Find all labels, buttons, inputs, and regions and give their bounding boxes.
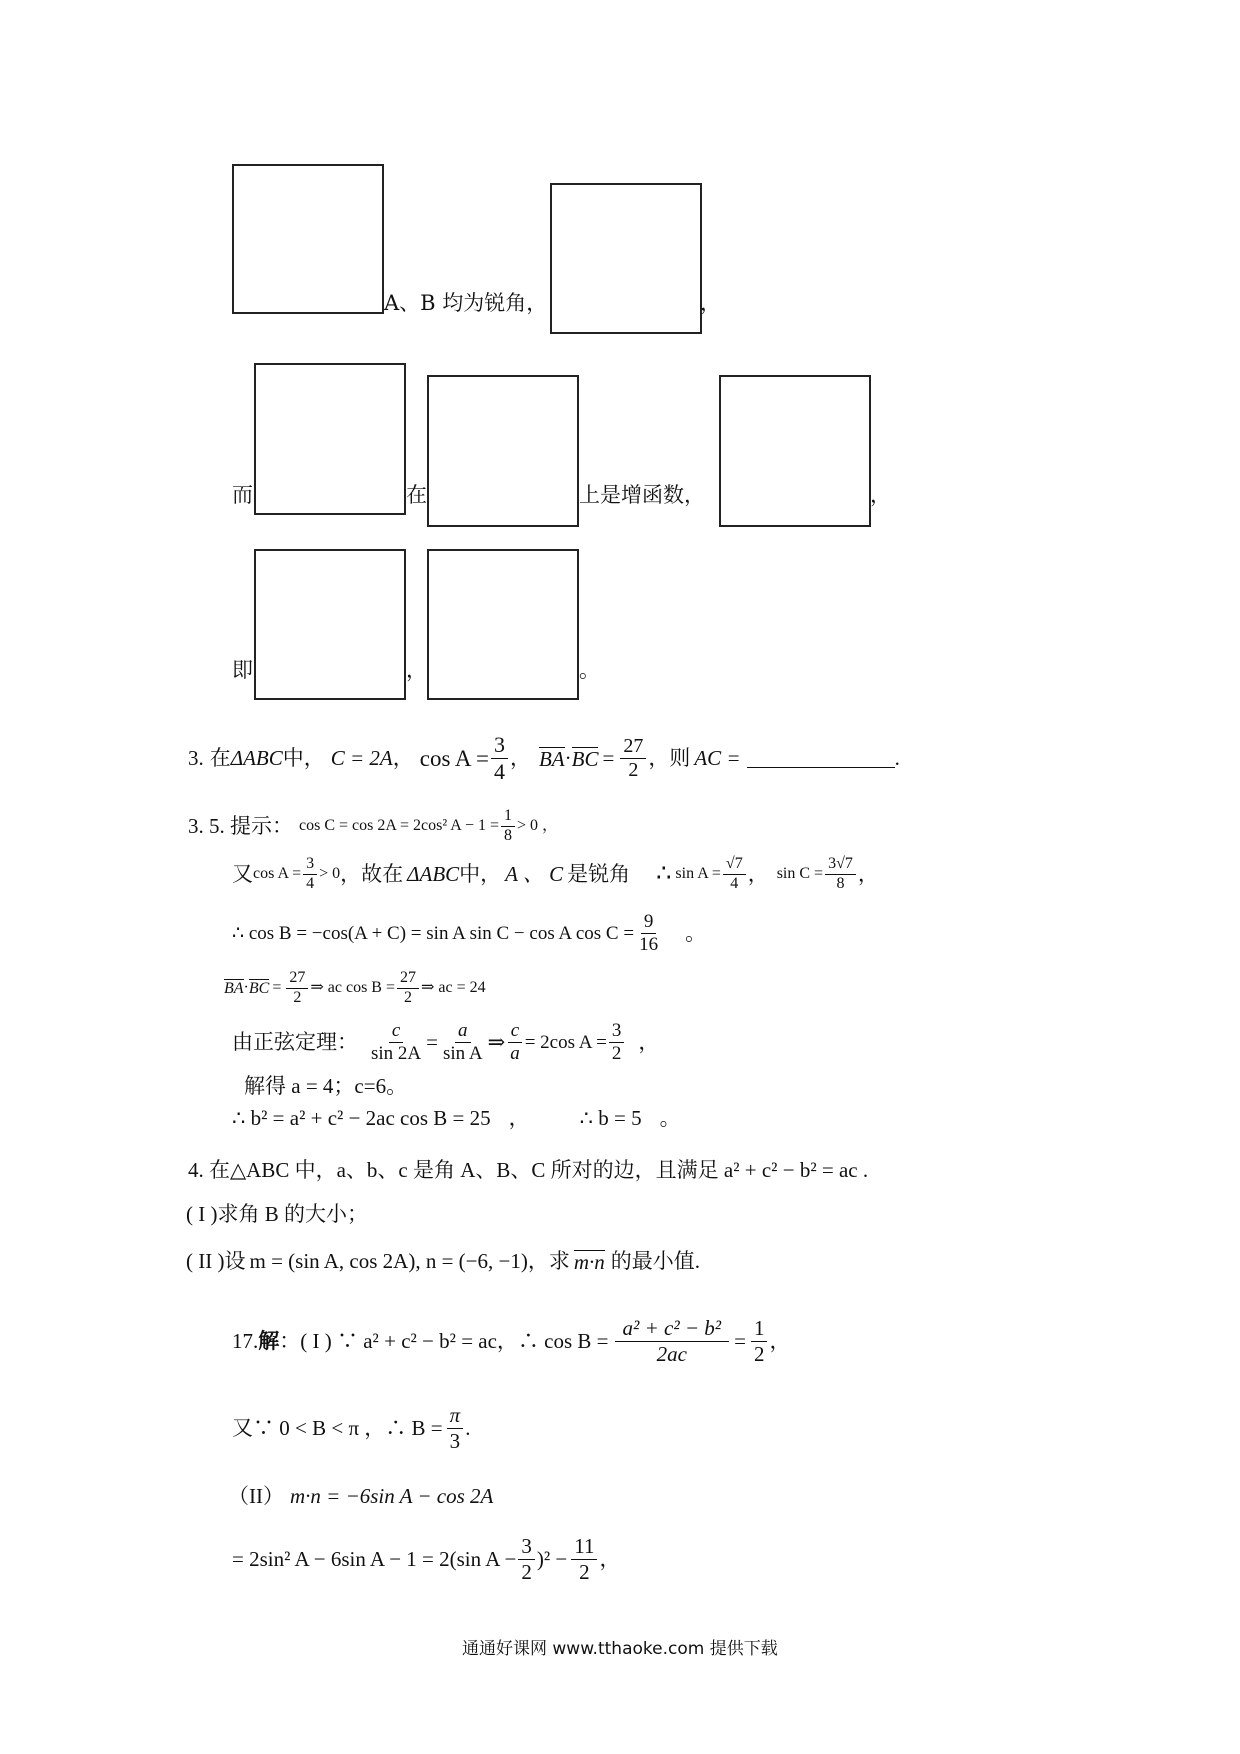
- solution-3-line-1: [188, 804, 558, 848]
- solution-17-line-3: [228, 1486, 493, 1507]
- formula-image-placeholder: [427, 375, 579, 527]
- fraction: [507, 1021, 523, 1064]
- question-part: ( I )求角 B 的大小；: [186, 1202, 368, 1226]
- fraction-denominator: 2: [404, 988, 412, 1006]
- formula: = 2sin² A − 6sin A − 1 = 2(sin A −: [232, 1546, 517, 1571]
- fraction-denominator: 16: [639, 933, 659, 955]
- dot: ·: [243, 979, 249, 996]
- fraction: [303, 856, 317, 893]
- solution-17-line-1: [232, 1312, 790, 1370]
- question-3: [188, 730, 900, 786]
- fraction-numerator: 27: [286, 970, 308, 989]
- text: 。: [685, 920, 707, 945]
- formula: ：( I ) ∵ a² + c² − b² = ac，∴ cos B =: [279, 1328, 609, 1353]
- vector-product: m·n: [573, 1250, 605, 1274]
- fraction-numerator: 3√7: [825, 856, 856, 875]
- fraction: [615, 1317, 730, 1365]
- letters: A 、 C: [505, 861, 564, 886]
- formula: ⇒ ac = 24: [421, 979, 486, 996]
- text: 的最小值.: [610, 1249, 701, 1273]
- text: 又: [232, 861, 253, 886]
- fraction-numerator: 11: [571, 1535, 597, 1559]
- text-fragment: A、B 均为锐角，: [384, 291, 548, 315]
- part-label: （II）: [228, 1484, 284, 1508]
- formula: > 0 ，: [517, 817, 559, 834]
- fraction-numerator: π: [447, 1404, 464, 1428]
- fraction: [397, 970, 419, 1007]
- fraction-denominator: 2ac: [656, 1342, 687, 1366]
- fraction-denominator: 2: [611, 1042, 622, 1064]
- fraction-numerator: 27: [397, 970, 419, 989]
- text-fragment: 而: [232, 483, 253, 507]
- solution-label: 3. 5. 提示：: [188, 813, 293, 838]
- question-4-part-1: [186, 1204, 368, 1225]
- text: 在: [209, 745, 231, 770]
- text-fragment: 。: [579, 658, 600, 682]
- fraction: [368, 1021, 424, 1064]
- text: ，: [392, 745, 414, 770]
- text: ，: [638, 1029, 660, 1054]
- text-fragment: 在: [406, 483, 427, 507]
- fraction: [571, 1535, 597, 1582]
- formula: cos A =: [419, 745, 489, 771]
- text: 是锐角: [567, 861, 631, 886]
- vector-ba: BA: [538, 746, 565, 771]
- formula: = 2cos A =: [524, 1031, 607, 1053]
- formula-image-placeholder: [254, 363, 406, 515]
- formula: ∴ cos B = −cos(A + C) = sin A sin C − cos A cos C =: [232, 922, 635, 944]
- formula-image-placeholder: [427, 549, 579, 700]
- fraction-numerator: 9: [641, 912, 657, 934]
- formula-image-placeholder: [254, 549, 406, 700]
- fraction-numerator: a: [455, 1021, 471, 1043]
- text: ，: [599, 1546, 621, 1571]
- fraction: [723, 856, 746, 893]
- text: 。: [659, 1106, 681, 1130]
- solution-3-line-5: [232, 1016, 659, 1068]
- text: 中，: [459, 861, 502, 886]
- fraction-numerator: 3: [518, 1535, 535, 1559]
- equals: =: [734, 1328, 746, 1353]
- fraction: [501, 808, 515, 845]
- fraction-denominator: 2: [628, 758, 639, 781]
- text: ，故在: [340, 861, 404, 886]
- page-footer: 通通好课网 www.tthaoke.com 提供下载: [462, 1639, 778, 1659]
- formula-image-placeholder: [232, 164, 384, 314]
- fraction-numerator: 1: [501, 808, 515, 827]
- formula-image-placeholder: [719, 375, 871, 527]
- question-number: 3.: [188, 745, 204, 770]
- fraction: [825, 856, 856, 893]
- fraction-denominator: a: [510, 1042, 520, 1064]
- text: ，: [769, 1328, 791, 1353]
- fraction-denominator: sin A: [443, 1042, 483, 1064]
- fraction-denominator: 2: [753, 1341, 765, 1366]
- formula: ⇒ ac cos B =: [310, 979, 395, 996]
- solution-3-line-2: [232, 850, 879, 898]
- fraction-denominator: 4: [493, 758, 505, 784]
- fraction-denominator: 2: [521, 1559, 532, 1584]
- fraction-denominator: 2: [579, 1559, 590, 1584]
- formula: cos A =: [253, 865, 302, 882]
- solution-3-line-4: [224, 964, 486, 1012]
- fraction: [609, 1021, 625, 1064]
- text: ，: [857, 861, 879, 886]
- text: ( II )设: [186, 1249, 246, 1273]
- solution-label: 解: [258, 1328, 280, 1353]
- solution-3-line-6: [244, 1076, 407, 1097]
- fraction-numerator: a² + c² − b²: [615, 1317, 730, 1342]
- fraction: [491, 733, 508, 782]
- formula: )² −: [536, 1546, 568, 1571]
- therefore-symbol: ∴: [656, 861, 672, 887]
- triangle-name: ΔABC: [407, 861, 460, 886]
- condition: C = 2A: [330, 745, 393, 770]
- formula-image-placeholder: [550, 183, 702, 334]
- formula: > 0: [319, 865, 341, 882]
- solution-17-line-4: [232, 1530, 620, 1588]
- question-4-part-2: [186, 1250, 700, 1273]
- fraction-numerator: 3: [609, 1021, 625, 1043]
- equals: =: [426, 1029, 438, 1054]
- equals: =: [602, 745, 615, 770]
- fraction-numerator: c: [389, 1021, 403, 1043]
- fraction: [620, 736, 646, 781]
- solution-17-line-2: [232, 1400, 470, 1456]
- text-fragment: 上是增函数，: [579, 483, 705, 507]
- text: 解得 a = 4；c=6。: [244, 1074, 408, 1098]
- fraction: [447, 1404, 464, 1451]
- fraction: [636, 912, 661, 955]
- fraction-denominator: 3: [449, 1428, 461, 1453]
- fraction-numerator: 3: [303, 856, 317, 875]
- fraction-numerator: 1: [751, 1317, 768, 1341]
- solution-3-line-3: [232, 908, 706, 958]
- fraction: [518, 1535, 535, 1582]
- question-text: 4. 在△ABC 中，a、b、c 是角 A、B、C 所对的边，且满足 a² + c² − b² = ac .: [188, 1158, 869, 1182]
- text: 中，: [282, 745, 325, 770]
- formula: ∴ b = 5: [579, 1106, 642, 1130]
- solution-number: 17.: [232, 1328, 259, 1353]
- triangle-name: ΔABC: [230, 745, 283, 770]
- text: .: [894, 745, 900, 770]
- formula: m = (sin A, cos 2A), n = (−6, −1): [249, 1249, 528, 1273]
- fraction-numerator: 27: [620, 736, 646, 759]
- solution-3-line-7: [232, 1108, 681, 1129]
- fraction-denominator: 4: [306, 874, 315, 892]
- text: ，则: [648, 745, 691, 770]
- text-fragment: 即: [232, 658, 253, 682]
- text-fragment: ，: [406, 658, 427, 682]
- answer-blank: [747, 749, 895, 768]
- fraction-numerator: c: [508, 1021, 522, 1043]
- fraction-denominator: 2: [293, 988, 302, 1006]
- text: .: [465, 1415, 471, 1440]
- text: ，求: [527, 1249, 570, 1273]
- formula: cos C = cos 2A = 2cos² A − 1 =: [299, 817, 500, 834]
- fraction-numerator: √7: [723, 856, 746, 875]
- fraction-denominator: 4: [730, 874, 739, 892]
- fraction-numerator: 3: [491, 733, 508, 758]
- fraction: [440, 1021, 486, 1064]
- text: 由正弦定理：: [232, 1029, 358, 1054]
- formula: 又∵ 0 < B < π ，∴ B =: [232, 1415, 443, 1440]
- fraction-denominator: sin 2A: [371, 1042, 422, 1064]
- question-4-stem: [188, 1160, 868, 1181]
- text: ，: [747, 861, 769, 886]
- text-fragment: ，: [870, 483, 891, 507]
- formula: sin C =: [776, 865, 824, 882]
- dot: ·: [564, 745, 572, 770]
- formula: AC =: [694, 745, 741, 770]
- formula: m·n = −6sin A − cos 2A: [290, 1484, 494, 1508]
- vector-ba: BA: [224, 980, 244, 997]
- fraction-denominator: 8: [504, 826, 513, 844]
- fraction: [286, 970, 308, 1007]
- fraction: [751, 1317, 768, 1364]
- text: ，: [509, 745, 531, 770]
- fraction-denominator: 8: [836, 874, 845, 892]
- text: ，: [508, 1106, 530, 1130]
- text-fragment: ，: [700, 291, 721, 315]
- formula: ∴ b² = a² + c² − 2ac cos B = 25: [232, 1106, 491, 1130]
- vector-bc: BC: [248, 980, 270, 997]
- vector-bc: BC: [571, 746, 599, 771]
- implies: ⇒: [487, 1029, 506, 1054]
- formula: sin A =: [675, 865, 721, 882]
- equals: =: [272, 979, 282, 996]
